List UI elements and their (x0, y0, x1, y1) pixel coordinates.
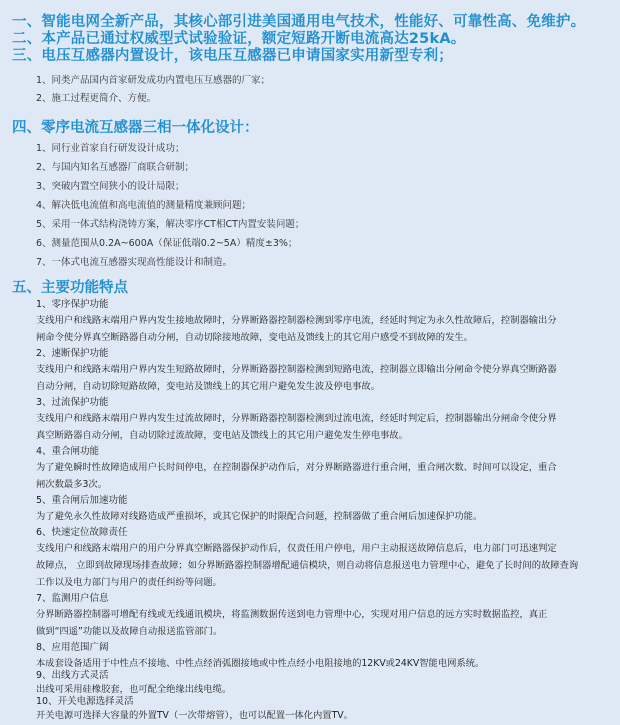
intro-line-1: 一、智能电网全新产品，其核心部引进美国通用电气技术，性能好、可靠性高、免维护。 (12, 14, 586, 30)
feature-7-line-1: 分界断路器控制器可增配有线或无线通讯模块，将监测数据传送到电力管理中心，实现对用户信息的远方实时数据监控，真正 (36, 609, 548, 620)
feature-1-line-1: 支线用户和线路末端用户界内发生接地故障时，分界断路器控制器检测到零序电流，经延时判定为永久性故障后，控制器输出分 (36, 315, 557, 326)
section4-item-1: 1、同行业首家自行研发设计成功； (36, 143, 185, 154)
section5-title: 五、主要功能特点 (12, 280, 128, 296)
feature-9-title: 9、出线方式灵活 (36, 670, 109, 681)
feature-3-line-2: 真空断路器自动分闸，自动切除过流故障，变电站及馈线上的其它用户避免发生停电事故。 (36, 430, 408, 441)
feature-7-title: 7、监测用户信息 (36, 593, 109, 604)
feature-10-line-1: 开关电源可选择大容量的外置TV（一次带熔管），也可以配置一体化内置TV。 (36, 710, 353, 721)
feature-3-title: 3、过流保护功能 (36, 397, 109, 408)
feature-6-line-1: 支线用户和线路末端用户的用户分界真空断路器保护动作后，仅责任用户停电，用户主动报送故障信息后，电力部门可迅速判定 (36, 543, 557, 554)
feature-5-title: 5、重合闸后加速功能 (36, 495, 128, 506)
feature-6-title: 6、快速定位故障责任 (36, 527, 128, 538)
section4-item-2: 2、与国内知名互感器厂商联合研制； (36, 162, 195, 173)
feature-4-title: 4、重合闸功能 (36, 446, 100, 457)
feature-3-line-1: 支线用户和线路末端用户界内发生过流故障时，分界断路器控制器检测到过流电流，经延时判定后，控制器输出分闸命令使分界 (36, 413, 557, 424)
section4-item-7: 7、一体式电流互感器实现高性能设计和制造。 (36, 257, 233, 268)
feature-2-line-1: 支线用户和线路末端用户界内发生短路故障时，分界断路器控制器检测到短路电流，控制器立即输出分闸命令使分界真空断路器 (36, 364, 557, 375)
section4-item-4: 4、解决低电流值和高电流值的测量精度兼顾问题； (36, 200, 252, 211)
feature-1-line-2: 闸命令使分界真空断路器自动分闸，自动切除接地故障，变电站及馈线上的其它用户感受不到故障的发生。 (36, 332, 473, 343)
section4-item-5: 5、采用一体式结构浇铸方案，解决零序CT相CT内置安装问题； (36, 219, 305, 230)
section4-item-6: 6、测量范围从0.2A~600A（保证低端0.2~5A）精度±3%； (36, 238, 298, 249)
feature-9-line-1: 出线可采用硅橡胶套，也可配全绝缘出线电缆。 (36, 684, 232, 695)
intro-sub-item-2: 2、施工过程更简介、方便。 (36, 93, 157, 104)
feature-4-line-2: 闸次数最多3次。 (36, 479, 107, 490)
feature-2-line-2: 自动分闸，自动切除短路故障，变电站及馈线上的其它用户避免发生波及停电事故。 (36, 381, 380, 392)
feature-5-line-1: 为了避免永久性故障对线路造成严重损坏，或其它保护的时限配合问题，控制器做了重合闸后加速保护功能。 (36, 511, 483, 522)
intro-sub-item-1: 1、同类产品国内首家研发成功内置电压互感器的厂家； (36, 75, 271, 86)
section4-title: 四、零序电流互感器三相一体化设计： (12, 120, 259, 136)
feature-2-title: 2、速断保护功能 (36, 348, 109, 359)
feature-6-line-3: 工作以及电力部门与用户的责任纠纷等问题。 (36, 577, 222, 588)
feature-10-title: 10、开关电源选择灵活 (36, 696, 134, 707)
feature-1-title: 1、零序保护功能 (36, 299, 109, 310)
feature-6-line-2: 故障点， 立即到故障现场排查故障；如分界断路器控制器增配通信模块，则自动将信息报送电力管理中心，避免了长时间的故障查询 (36, 560, 579, 571)
feature-4-line-1: 为了避免瞬时性故障造成用户长时间停电，在控制器保护动作后，对分界断路器进行重合闸，重合闸次数、时间可以设定，重合 (36, 462, 557, 473)
feature-7-line-2: 做到“四遥”功能以及故障自动报送监管部门。 (36, 626, 223, 637)
feature-8-line-1: 本成套设备适用于中性点不接地、中性点经消弧圈接地或中性点经小电阻接地的12KV或24KV智能电网系统。 (36, 658, 485, 669)
section4-item-3: 3、突破内置空间狭小的设计局限； (36, 181, 185, 192)
feature-8-title: 8、应用范围广阔 (36, 642, 109, 653)
intro-line-3: 三、电压互感器内置设计，该电压互感器已申请国家实用新型专利； (12, 48, 453, 64)
intro-line-2: 二、本产品已通过权威型式试验验证，额定短路开断电流高达25kA。 (12, 31, 466, 47)
